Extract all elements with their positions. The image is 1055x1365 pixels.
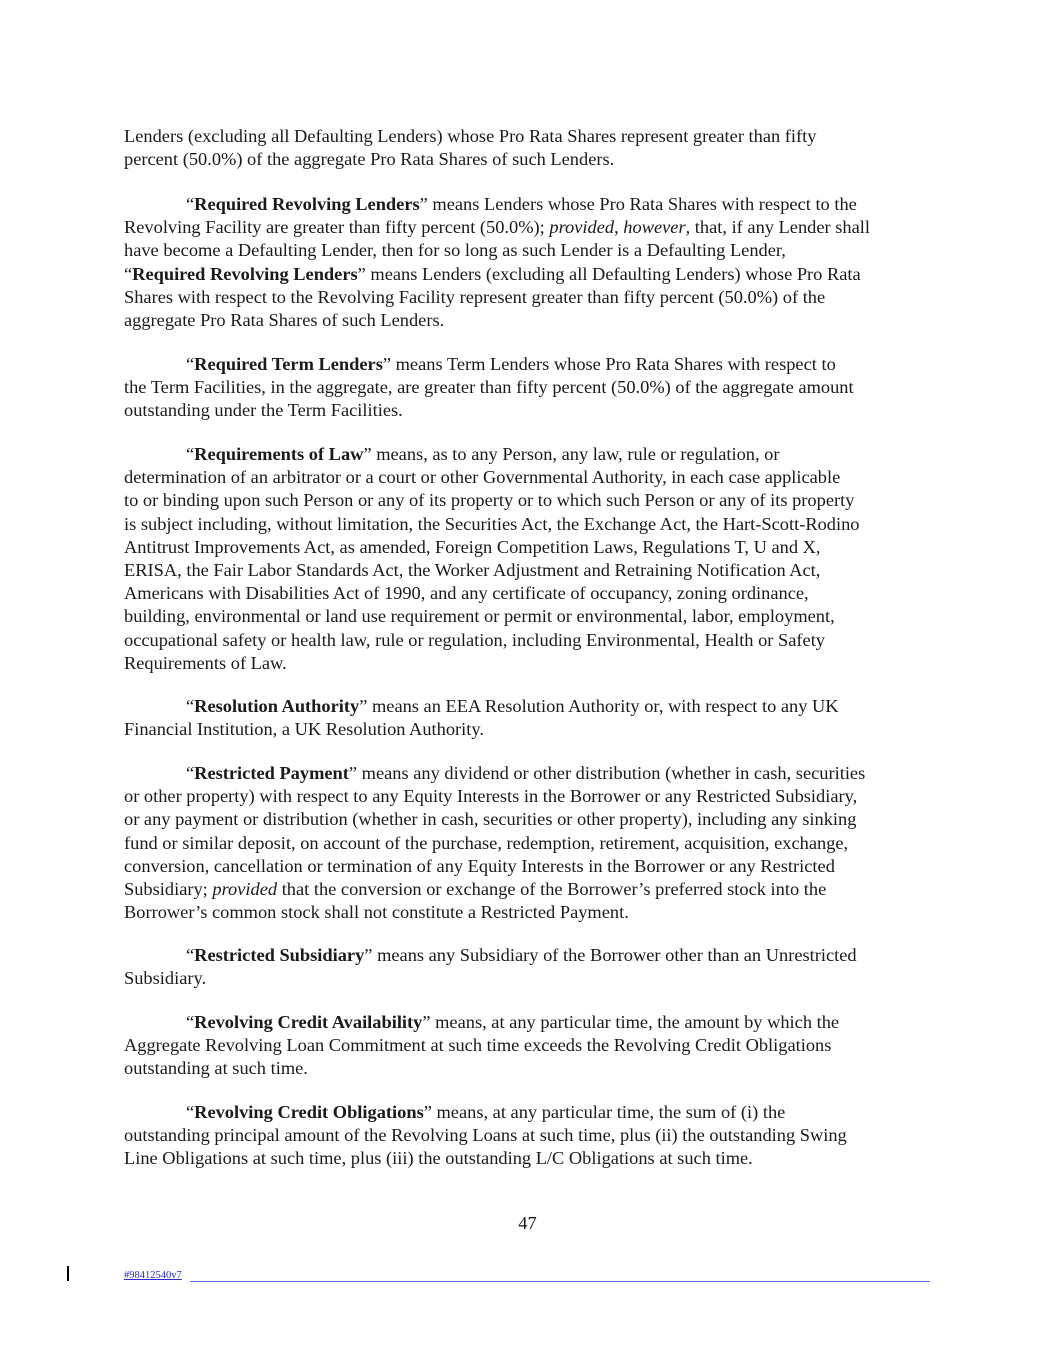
text-line: Requirements of Law. bbox=[124, 652, 287, 673]
open-quote: “ bbox=[186, 763, 195, 783]
open-quote: “ bbox=[186, 696, 195, 716]
italic-text: provided bbox=[549, 217, 615, 238]
close-quote: ” bbox=[364, 945, 373, 965]
text-run: means Term Lenders whose Pro Rata Shares with respect to bbox=[391, 354, 836, 374]
text-run: , that, if any Lender shall bbox=[685, 217, 870, 238]
text-line: is subject including, without limitation, the Securities Act, the Exchange Act, the Hart-Scott-Rodino bbox=[124, 513, 860, 534]
text-line: building, environmental or land use requirement or permit or environmental, labor, employment, bbox=[124, 606, 835, 627]
text-run: means, at any particular time, the amount by which the bbox=[430, 1012, 840, 1032]
text-line: outstanding under the Term Facilities. bbox=[124, 400, 403, 421]
text-line bbox=[124, 216, 936, 239]
text-line: determination of an arbitrator or a court or other Governmental Authority, in each case applicable bbox=[124, 467, 841, 488]
definition-revolving-credit-availability bbox=[124, 1011, 936, 1081]
defined-term: Revolving Credit Obligations bbox=[194, 1102, 424, 1122]
defined-term: Restricted Subsidiary bbox=[194, 945, 365, 965]
footer-underline bbox=[190, 1281, 930, 1282]
text-run: means Lenders (excluding all Defaulting Lenders) whose Pro Rata bbox=[365, 263, 861, 284]
text-line: Americans with Disabilities Act of 1990, and any certificate of occupancy, zoning ordinance, bbox=[124, 583, 809, 604]
text-line bbox=[124, 353, 936, 376]
text-line: fund or similar deposit, on account of the purchase, redemption, retirement, acquisition, exchange, bbox=[124, 832, 849, 853]
paragraph-continuation bbox=[124, 125, 936, 171]
text-line: Financial Institution, a UK Resolution Authority. bbox=[124, 719, 484, 740]
close-quote: ” bbox=[422, 1012, 431, 1032]
definition-revolving-credit-obligations bbox=[124, 1101, 936, 1171]
text-line: the Term Facilities, in the aggregate, are greater than fifty percent (50.0%) of the aggregate amount bbox=[124, 377, 854, 398]
text-line bbox=[124, 263, 936, 286]
defined-term: Required Term Lenders bbox=[194, 354, 383, 374]
text-run: means Lenders whose Pro Rata Shares with respect to the bbox=[427, 194, 857, 214]
text-run: that the conversion or exchange of the Borrower’s preferred stock into the bbox=[277, 879, 827, 900]
definition-restricted-payment bbox=[124, 762, 936, 924]
open-quote: “ bbox=[186, 354, 195, 374]
open-quote: “ bbox=[186, 194, 195, 214]
text-line bbox=[124, 193, 936, 216]
document-id-link[interactable]: #98412540v7 bbox=[124, 1270, 182, 1281]
close-quote: ” bbox=[359, 696, 368, 716]
page-number: 47 bbox=[518, 1213, 537, 1233]
definition-requirements-of-law bbox=[124, 443, 936, 675]
text-line: have become a Defaulting Lender, then for so long as such Lender is a Defaulting Lender, bbox=[124, 240, 786, 261]
defined-term: Required Revolving Lenders bbox=[132, 263, 358, 284]
text-line bbox=[124, 762, 936, 785]
text-line bbox=[124, 944, 936, 967]
text-line: outstanding principal amount of the Revolving Loans at such time, plus (ii) the outstanding Swing bbox=[124, 1125, 847, 1146]
open-quote: “ bbox=[186, 444, 195, 464]
text-line: outstanding at such time. bbox=[124, 1058, 308, 1079]
text-line: ERISA, the Fair Labor Standards Act, the Worker Adjustment and Retraining Notification Act, bbox=[124, 560, 821, 581]
text-run: means any Subsidiary of the Borrower other than an Unrestricted bbox=[372, 945, 857, 965]
text-line: to or binding upon such Person or any of its property or to which such Person or any of its property bbox=[124, 490, 855, 511]
defined-term: Revolving Credit Availability bbox=[194, 1012, 423, 1032]
text-run: means an EEA Resolution Authority or, with respect to any UK bbox=[367, 696, 839, 716]
definition-restricted-subsidiary bbox=[124, 944, 936, 990]
text-line: Line Obligations at such time, plus (iii) the outstanding L/C Obligations at such time. bbox=[124, 1148, 753, 1169]
text-line: Antitrust Improvements Act, as amended, Foreign Competition Laws, Regulations T, U and X, bbox=[124, 536, 821, 557]
text-line bbox=[124, 1101, 936, 1124]
text-line: Lenders (excluding all Defaulting Lenders) whose Pro Rata Shares represent greater than fifty bbox=[124, 126, 817, 146]
defined-term: Required Revolving Lenders bbox=[194, 194, 420, 214]
text-line: or any payment or distribution (whether in cash, securities or other property), including any sinking bbox=[124, 809, 857, 830]
open-quote: “ bbox=[186, 1012, 195, 1032]
text-line: occupational safety or health law, rule or regulation, including Environmental, Health or Safety bbox=[124, 629, 825, 650]
close-quote: ” bbox=[363, 444, 372, 464]
text-line: Borrower’s common stock shall not constitute a Restricted Payment. bbox=[124, 902, 629, 923]
text-line: or other property) with respect to any Equity Interests in the Borrower or any Restricted Subsidiary, bbox=[124, 786, 858, 807]
text-run: Subsidiary; bbox=[124, 879, 213, 900]
text-run: means, as to any Person, any law, rule or regulation, or bbox=[371, 444, 780, 464]
defined-term: Resolution Authority bbox=[194, 696, 360, 716]
text-line: Shares with respect to the Revolving Facility represent greater than fifty percent (50.0%) of the bbox=[124, 286, 826, 307]
open-quote: “ bbox=[186, 945, 195, 965]
close-quote: ” bbox=[419, 194, 428, 214]
text-run: , bbox=[614, 217, 624, 238]
close-quote: ” bbox=[357, 263, 366, 284]
italic-text: however bbox=[623, 217, 686, 238]
open-quote: “ bbox=[186, 1102, 195, 1122]
text-line: Subsidiary. bbox=[124, 968, 207, 989]
close-quote: ” bbox=[423, 1102, 432, 1122]
italic-text: provided bbox=[212, 879, 278, 900]
defined-term: Restricted Payment bbox=[194, 763, 349, 783]
text-run: Revolving Facility are greater than fifty percent (50.0%); bbox=[124, 217, 550, 238]
text-run: means any dividend or other distribution (whether in cash, securities bbox=[357, 763, 866, 783]
definition-required-revolving-lenders bbox=[124, 193, 936, 332]
text-line: conversion, cancellation or termination of any Equity Interests in the Borrower or any Restricted bbox=[124, 855, 835, 876]
change-bar bbox=[67, 1266, 69, 1281]
text-line: percent (50.0%) of the aggregate Pro Rata Shares of such Lenders. bbox=[124, 149, 615, 170]
text-line bbox=[124, 878, 936, 901]
text-line bbox=[124, 1011, 936, 1034]
definition-required-term-lenders bbox=[124, 353, 936, 423]
text-line bbox=[124, 443, 936, 466]
open-quote: “ bbox=[124, 263, 133, 284]
definition-resolution-authority bbox=[124, 695, 936, 741]
close-quote: ” bbox=[348, 763, 358, 783]
text-line: Aggregate Revolving Loan Commitment at such time exceeds the Revolving Credit Obligations bbox=[124, 1035, 832, 1056]
text-line bbox=[124, 695, 936, 718]
text-run: means, at any particular time, the sum of (i) the bbox=[431, 1102, 786, 1122]
defined-term: Requirements of Law bbox=[194, 444, 364, 464]
close-quote: ” bbox=[382, 354, 392, 374]
text-line: aggregate Pro Rata Shares of such Lenders. bbox=[124, 310, 445, 331]
